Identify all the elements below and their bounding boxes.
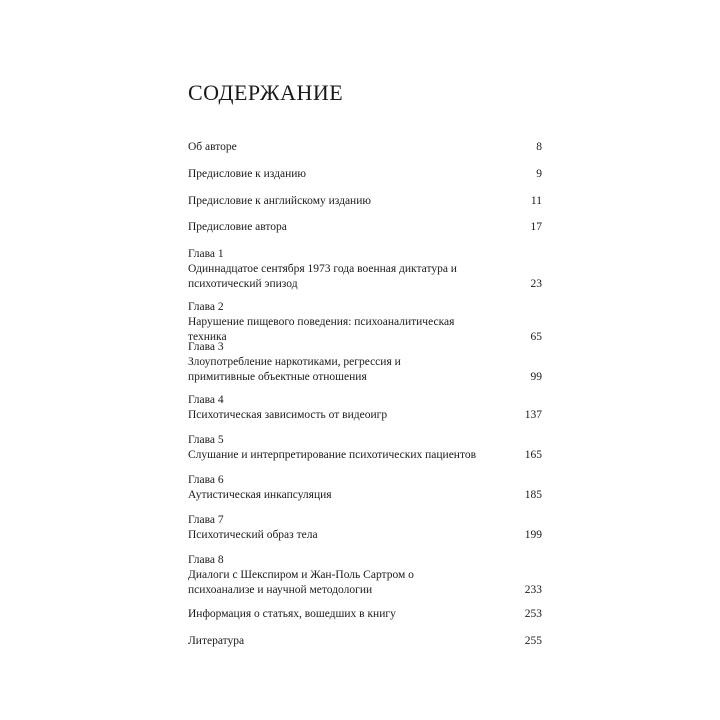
toc-entry-page: 11: [530, 195, 542, 207]
toc-entry-title: Одиннадцатое сентября 1973 года военная диктатура и психотический эпизод: [188, 263, 457, 290]
toc-entry-chapter-1: [188, 247, 542, 292]
toc-entry-title: Предисловие автора: [188, 221, 287, 233]
toc-entry-preface-author: [188, 220, 542, 235]
toc-entry-page: 137: [524, 409, 542, 421]
toc-entry-chapter-4: [188, 393, 542, 423]
toc-entry-page: 233: [524, 584, 542, 596]
toc-chapter-label: Глава 8: [188, 554, 224, 566]
toc-entry-page: 165: [524, 449, 542, 461]
toc-entry-page: 185: [524, 489, 542, 501]
toc-entry-chapter-2: [188, 300, 542, 345]
toc-entry-page: 23: [530, 278, 542, 290]
toc-entry-chapter-5: [188, 433, 542, 463]
toc-chapter-label: Глава 4: [188, 394, 224, 406]
toc-chapter-label: Глава 7: [188, 514, 224, 526]
toc-entry-preface-english: [188, 194, 542, 209]
toc-entry-preface-edition: [188, 167, 542, 182]
toc-entry-page: 255: [524, 635, 542, 647]
toc-entry-title: Психотическая зависимость от видеоигр: [188, 409, 388, 421]
toc-entry-title: Психотический образ тела: [188, 529, 318, 541]
toc-chapter-label: Глава 6: [188, 474, 224, 486]
toc-entry-chapter-8: [188, 553, 542, 598]
toc-entry-page: 8: [536, 141, 542, 153]
toc-entry-page: 199: [524, 529, 542, 541]
toc-chapter-label: Глава 3: [188, 341, 224, 353]
toc-chapter-label: Глава 5: [188, 434, 224, 446]
toc-entry-title: Аутистическая инкапсуляция: [188, 489, 332, 501]
toc-entry-title: Литература: [188, 635, 245, 647]
toc-entry-title: Слушание и интерпретирование психотических пациентов: [188, 449, 477, 461]
toc-entry-title: Об авторе: [188, 141, 237, 153]
toc-entry-title: Злоупотребление наркотиками, регрессия и примитивные объектные отношения: [188, 356, 401, 383]
toc-entry-page: 17: [530, 221, 542, 233]
toc-entry-title: Диалоги с Шекспиром и Жан-Поль Сартром о психоанализе и научной методологии: [188, 569, 414, 596]
toc-entry-title: Предисловие к изданию: [188, 168, 306, 180]
toc-entry-title: Нарушение пищевого поведения: психоаналитическая техника: [188, 316, 455, 343]
page-title: СОДЕРЖАНИЕ: [188, 80, 344, 105]
toc-entry-chapter-7: [188, 513, 542, 543]
toc-chapter-label: Глава 1: [188, 248, 224, 260]
toc-entry-page: 99: [530, 371, 542, 383]
toc-entry-page: 9: [536, 168, 542, 180]
toc-entry-page: 253: [524, 608, 542, 620]
toc-entry-articles-info: [188, 607, 542, 622]
toc-entry-literature: [188, 634, 542, 649]
toc-entry-title: Предисловие к английскому изданию: [188, 195, 371, 207]
toc-entry-chapter-6: [188, 473, 542, 503]
toc-entry-title: Информация о статьях, вошедших в книгу: [188, 608, 396, 620]
toc-chapter-label: Глава 2: [188, 301, 224, 313]
toc-entry-chapter-3: [188, 340, 542, 385]
toc-entry-about-author: [188, 140, 542, 155]
toc-entry-page: 65: [530, 331, 542, 343]
